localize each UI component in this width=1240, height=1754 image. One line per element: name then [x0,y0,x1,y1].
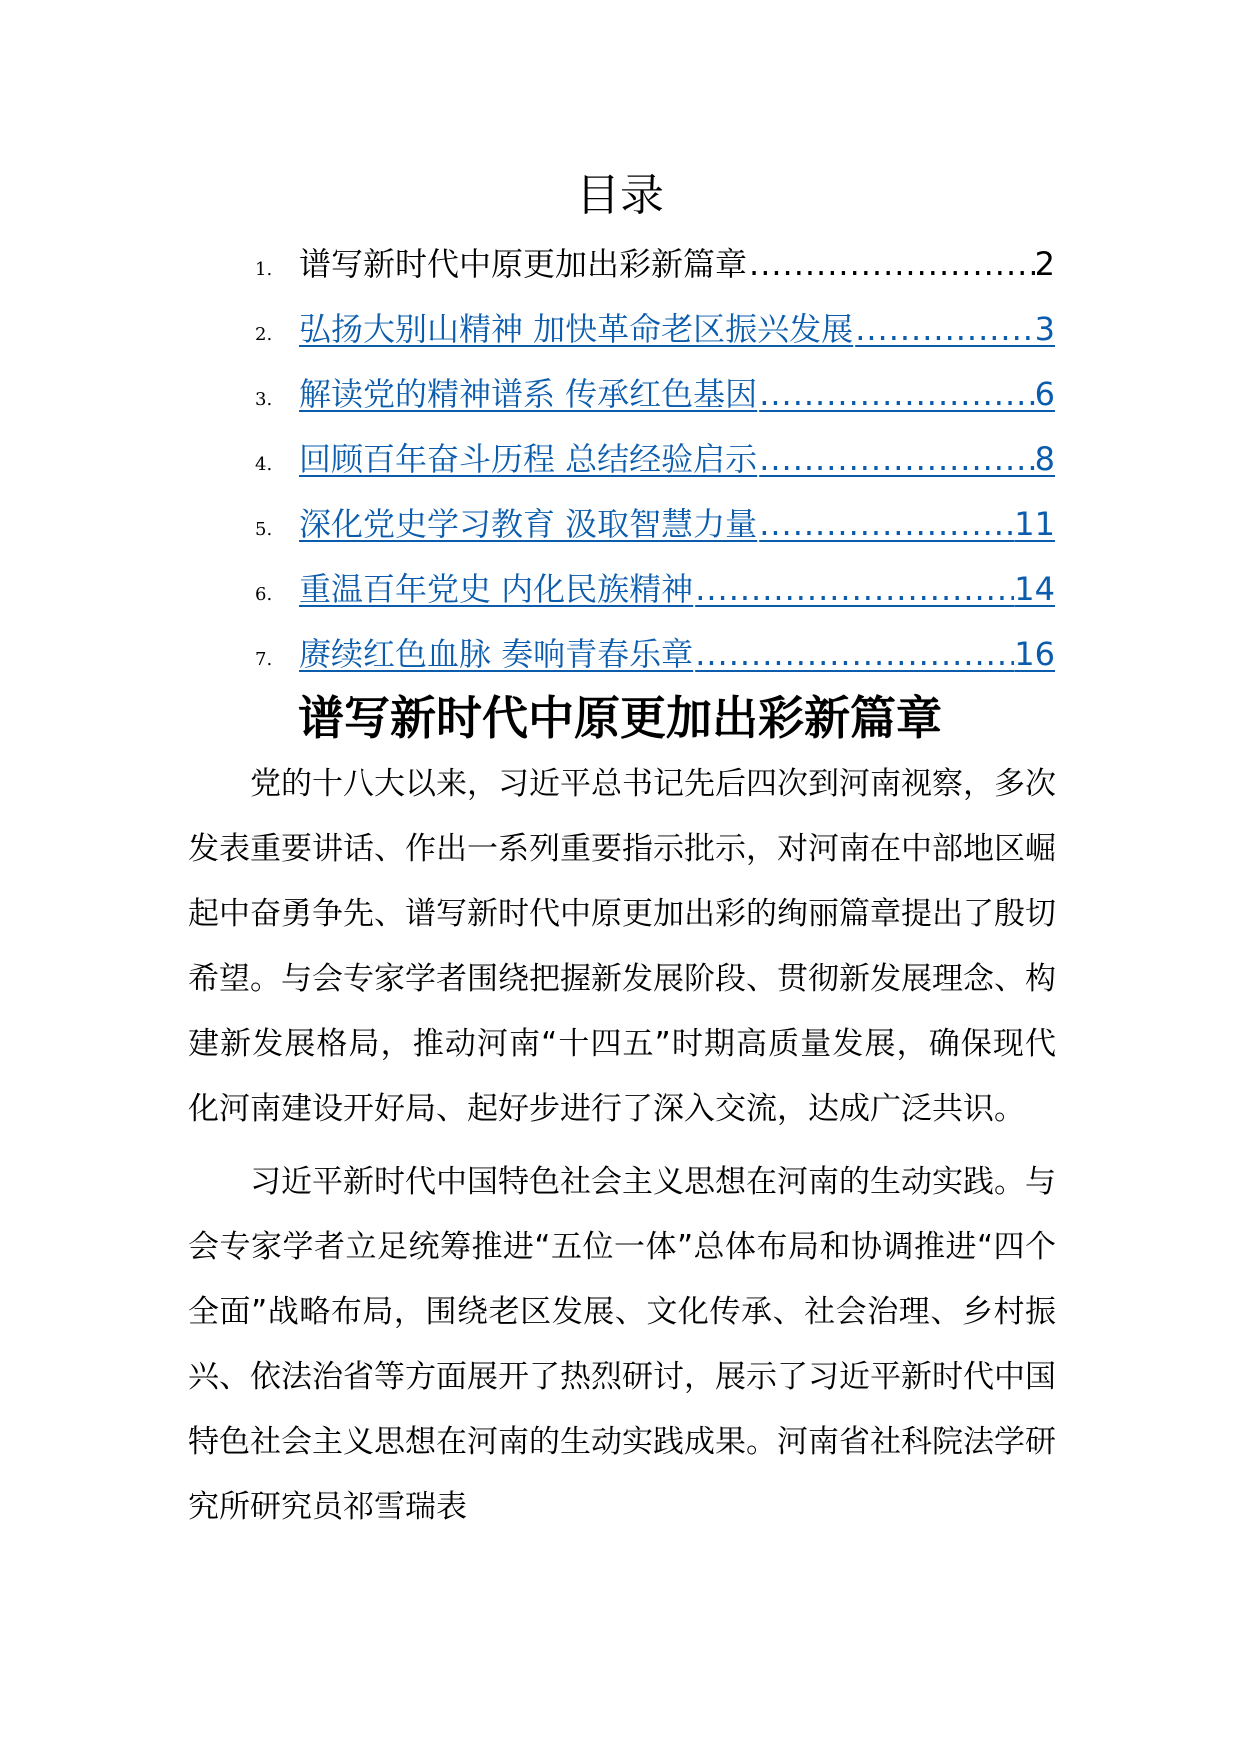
toc-entry-link[interactable] [299,433,1055,485]
toc-entry [255,368,1055,433]
toc-entry-page-number: 16 [1014,635,1055,673]
toc-entry-title: 谱写新时代中原更加出彩新篇章 [299,245,748,283]
toc-entry-number: 3. [255,389,273,410]
toc-entry [255,238,1055,303]
toc-entry-link[interactable] [299,368,1055,420]
toc-leader-dots [693,628,1014,680]
toc-entry-link[interactable] [299,563,1055,615]
toc-entry-page-number: 6 [1034,375,1055,413]
toc-leader-dots [693,563,1014,615]
toc-entry [255,563,1055,628]
toc-entry-title: 解读党的精神谱系 传承红色基因 [299,375,758,413]
toc-entry-number: 1. [255,259,273,280]
toc-entry-page-number: 14 [1014,570,1055,608]
toc-entry-number: 6. [255,584,273,605]
toc-entry-title: 重温百年党史 内化民族精神 [299,570,694,608]
toc-entry [255,433,1055,498]
toc-entry-title: 深化党史学习教育 汲取智慧力量 [299,505,758,543]
article-body [188,752,1056,1540]
article-paragraph: 习近平新时代中国特色社会主义思想在河南的生动实践。与会专家学者立足统筹推进“五位一体”总体布局和协调推进“四个全面”战略布局，围绕老区发展、文化传承、社会治理、乡村振兴、依法治省等方面展开了热烈研讨，展示了习近平新时代中国特色社会主义思想在河南的生动实践成果。河南省社科院法学研究所研究员祁雪瑞表 [188,1164,1056,1525]
toc-entry-page-number: 2 [1034,245,1055,283]
toc-entry-page-number: 3 [1034,310,1055,348]
toc-heading: 目录 [576,170,664,221]
toc-leader-dots [853,303,1034,355]
toc-entry-link[interactable] [299,303,1055,355]
toc-entry-title: 回顾百年奋斗历程 总结经验启示 [299,440,758,478]
toc-entry-title: 弘扬大别山精神 加快革命老区振兴发展 [299,310,854,348]
toc-entry-link[interactable] [299,628,1055,680]
toc-leader-dots [757,433,1034,485]
toc-entry [255,628,1055,693]
toc-entry-number: 4. [255,454,273,475]
toc-leader-dots [757,368,1034,420]
toc-entry [255,303,1055,368]
toc-entry [255,498,1055,563]
toc-entry-link[interactable] [299,498,1055,550]
toc-leader-dots [747,238,1035,290]
article-paragraph: 党的十八大以来，习近平总书记先后四次到河南视察，多次发表重要讲话、作出一系列重要指示批示，对河南在中部地区崛起中奋勇争先、谱写新时代中原更加出彩的绚丽篇章提出了殷切希望。与会专家学者围绕把握新发展阶段、贯彻新发展理念、构建新发展格局，推动河南“十四五”时期高质量发展，确保现代化河南建设开好局、起好步进行了深入交流，达成广泛共识。 [188,766,1056,1127]
toc-entry-page-number: 8 [1034,440,1055,478]
table-of-contents [255,238,1055,693]
toc-leader-dots [757,498,1014,550]
toc-entry-link[interactable] [299,238,1055,290]
toc-entry-title: 赓续红色血脉 奏响青春乐章 [299,635,694,673]
toc-entry-page-number: 11 [1014,505,1055,543]
toc-entry-number: 5. [255,519,273,540]
toc-entry-number: 2. [255,324,273,345]
toc-entry-number: 7. [255,649,273,670]
article-title: 谱写新时代中原更加出彩新篇章 [298,691,942,745]
